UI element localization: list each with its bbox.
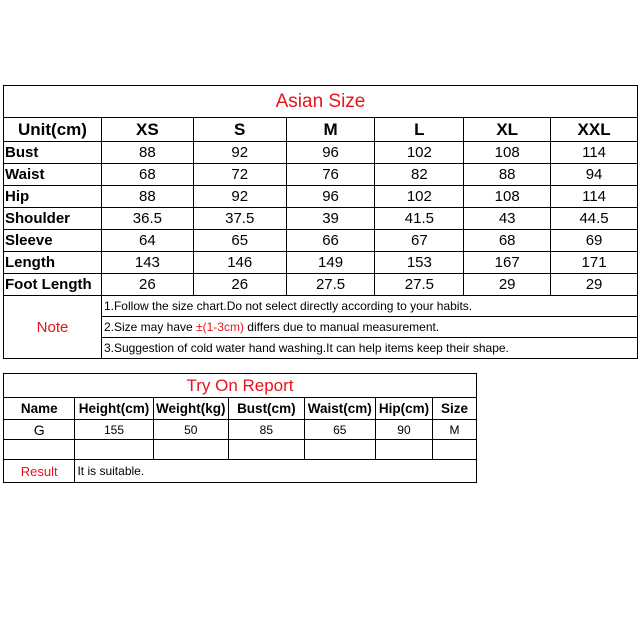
header-hip: Hip(cm) [375, 398, 432, 420]
table-cell: 50 [153, 420, 228, 440]
header-size: Size [433, 398, 477, 420]
size-chart-title: Asian Size [4, 86, 638, 118]
row-label-foot-length: Foot Length [4, 274, 102, 296]
try-on-header-row [4, 398, 477, 420]
note-line-3: 3.Suggestion of cold water hand washing.It can help items keep their shape. [101, 338, 637, 359]
table-cell: 41.5 [375, 208, 464, 230]
note-line-2-suffix: differs due to manual measurement. [243, 320, 440, 334]
table-cell: 88 [101, 142, 193, 164]
table-row [4, 252, 638, 274]
table-cell: 72 [193, 164, 286, 186]
table-cell: 82 [375, 164, 464, 186]
table-cell: 167 [464, 252, 551, 274]
table-cell: 149 [286, 252, 375, 274]
result-label: Result [4, 460, 75, 483]
table-cell: 108 [464, 142, 551, 164]
header-weight: Weight(kg) [153, 398, 228, 420]
empty-cell [153, 440, 228, 460]
table-cell: 44.5 [551, 208, 638, 230]
header-size-m: M [286, 118, 375, 142]
table-cell: M [433, 420, 477, 440]
table-cell: 37.5 [193, 208, 286, 230]
size-chart-table [3, 85, 638, 359]
table-cell: 39 [286, 208, 375, 230]
empty-cell [75, 440, 153, 460]
table-cell: 26 [101, 274, 193, 296]
table-row [4, 186, 638, 208]
table-cell: 85 [228, 420, 304, 440]
note-line-1: 1.Follow the size chart.Do not select directly according to your habits. [101, 296, 637, 317]
note-line-2 [101, 317, 637, 338]
table-row [4, 142, 638, 164]
row-label-sleeve: Sleeve [4, 230, 102, 252]
empty-cell [304, 440, 375, 460]
table-cell: 36.5 [101, 208, 193, 230]
table-cell: 153 [375, 252, 464, 274]
table-cell: 88 [464, 164, 551, 186]
table-cell: 76 [286, 164, 375, 186]
header-size-xxl: XXL [551, 118, 638, 142]
table-cell: 114 [551, 142, 638, 164]
try-on-report-table [3, 373, 477, 483]
table-cell: 27.5 [286, 274, 375, 296]
table-row [4, 230, 638, 252]
try-on-title: Try On Report [4, 374, 477, 398]
table-cell: 114 [551, 186, 638, 208]
table-cell: 108 [464, 186, 551, 208]
table-cell: 146 [193, 252, 286, 274]
empty-cell [375, 440, 432, 460]
table-row [4, 208, 638, 230]
table-cell: 92 [193, 142, 286, 164]
header-bust: Bust(cm) [228, 398, 304, 420]
table-cell: 65 [304, 420, 375, 440]
table-row [4, 164, 638, 186]
table-cell: 43 [464, 208, 551, 230]
table-cell: 92 [193, 186, 286, 208]
table-cell: 90 [375, 420, 432, 440]
table-cell: 68 [101, 164, 193, 186]
try-on-name: G [4, 420, 75, 440]
header-size-xl: XL [464, 118, 551, 142]
header-height: Height(cm) [75, 398, 153, 420]
table-cell: 102 [375, 142, 464, 164]
table-cell: 69 [551, 230, 638, 252]
header-size-xs: XS [101, 118, 193, 142]
header-size-l: L [375, 118, 464, 142]
table-row [4, 420, 477, 440]
table-cell: 155 [75, 420, 153, 440]
row-label-shoulder: Shoulder [4, 208, 102, 230]
empty-cell [228, 440, 304, 460]
table-cell: 29 [551, 274, 638, 296]
table-cell: 65 [193, 230, 286, 252]
table-row [4, 274, 638, 296]
table-cell: 26 [193, 274, 286, 296]
header-name: Name [4, 398, 75, 420]
empty-cell [4, 440, 75, 460]
table-cell: 64 [101, 230, 193, 252]
row-label-hip: Hip [4, 186, 102, 208]
size-chart-header-row [4, 118, 638, 142]
row-label-length: Length [4, 252, 102, 274]
table-cell: 88 [101, 186, 193, 208]
table-cell: 66 [286, 230, 375, 252]
table-cell: 29 [464, 274, 551, 296]
table-cell: 68 [464, 230, 551, 252]
row-label-bust: Bust [4, 142, 102, 164]
table-cell: 96 [286, 142, 375, 164]
table-cell: 94 [551, 164, 638, 186]
note-label: Note [4, 296, 102, 359]
table-cell: 67 [375, 230, 464, 252]
table-cell: 171 [551, 252, 638, 274]
table-cell: 143 [101, 252, 193, 274]
note-tolerance-highlight: ±(1-3cm) [196, 320, 244, 334]
table-cell: 96 [286, 186, 375, 208]
empty-cell [433, 440, 477, 460]
row-label-waist: Waist [4, 164, 102, 186]
header-size-s: S [193, 118, 286, 142]
empty-row [4, 440, 477, 460]
header-unit: Unit(cm) [4, 118, 102, 142]
table-cell: 27.5 [375, 274, 464, 296]
note-line-2-prefix: 2.Size may have [103, 320, 197, 334]
header-waist: Waist(cm) [304, 398, 375, 420]
result-text: It is suitable. [75, 460, 477, 483]
table-cell: 102 [375, 186, 464, 208]
